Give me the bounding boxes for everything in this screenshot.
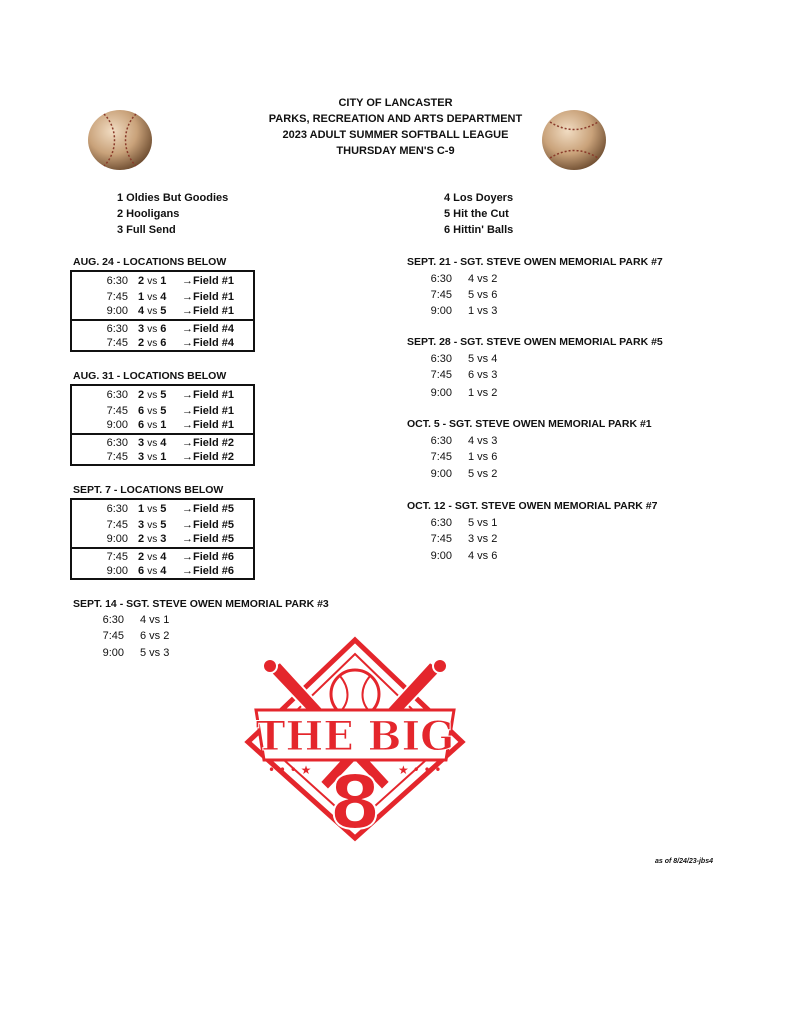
header-league: 2023 ADULT SUMMER SOFTBALL LEAGUE (282, 129, 509, 141)
game-row: 7:45 6 vs 3 (430, 369, 498, 381)
game-row: 7:45 3 vs 1 →Field #2 (106, 451, 234, 463)
team-2: 2 Hooligans (117, 208, 180, 220)
game-row: 7:45 3 vs 5 →Field #5 (106, 519, 234, 531)
team-6: 6 Hittin' Balls (444, 224, 514, 236)
game-row: 7:45 2 vs 4 →Field #6 (106, 551, 234, 563)
schedule-list-sept21 (400, 272, 600, 322)
game-row: 7:45 6 vs 5 →Field #1 (106, 405, 234, 417)
section-title-aug24: AUG. 24 - LOCATIONS BELOW (73, 256, 227, 268)
svg-text:★ • • •: ★ • • • (398, 763, 442, 777)
game-row: 7:45 3 vs 2 (430, 533, 498, 545)
softball-right-icon (540, 108, 608, 172)
game-row: 7:45 6 vs 2 (102, 630, 170, 642)
section-title-sept21: SEPT. 21 - SGT. STEVE OWEN MEMORIAL PARK #7 (407, 256, 663, 268)
section-title-oct5: OCT. 5 - SGT. STEVE OWEN MEMORIAL PARK #1 (407, 418, 652, 430)
logo-text-8: 8 (329, 760, 381, 842)
svg-text:• • • ★: • • • ★ (268, 763, 312, 777)
game-row: 6:30 4 vs 2 (430, 273, 498, 285)
softball-left-icon (86, 108, 154, 172)
game-row: 7:45 1 vs 4 →Field #1 (106, 291, 234, 303)
the-big-8-logo (240, 632, 470, 842)
revision-note: as of 8/24/23-jbs4 (655, 858, 713, 865)
section-title-sept7: SEPT. 7 - LOCATIONS BELOW (73, 484, 224, 496)
game-row: 6:30 2 vs 1 →Field #1 (106, 275, 234, 287)
section-title-sept28: SEPT. 28 - SGT. STEVE OWEN MEMORIAL PARK #5 (407, 336, 663, 348)
header-city: CITY OF LANCASTER (338, 97, 453, 109)
team-4: 4 Los Doyers (444, 192, 514, 204)
section-title-sept14: SEPT. 14 - SGT. STEVE OWEN MEMORIAL PARK #3 (73, 598, 329, 610)
game-row: 7:45 5 vs 6 (430, 289, 498, 301)
schedule-box-aug24 (70, 270, 255, 352)
divider (72, 547, 253, 549)
game-row: 9:00 2 vs 3 →Field #5 (106, 533, 234, 545)
team-1: 1 Oldies But Goodies (117, 192, 229, 204)
section-title-oct12: OCT. 12 - SGT. STEVE OWEN MEMORIAL PARK #7 (407, 500, 658, 512)
game-row: 9:00 1 vs 3 (430, 305, 498, 317)
game-row: 6:30 3 vs 6 →Field #4 (106, 323, 234, 335)
schedule-box-aug31 (70, 384, 255, 466)
header-department: PARKS, RECREATION AND ARTS DEPARTMENT (268, 113, 523, 125)
header-division: THURSDAY MEN'S C-9 (336, 145, 455, 157)
game-row: 6:30 5 vs 1 (430, 517, 498, 529)
game-row: 9:00 5 vs 2 (430, 468, 498, 480)
game-row: 9:00 4 vs 6 (430, 550, 498, 562)
schedule-list-oct5 (400, 434, 600, 484)
teams-list-left (117, 190, 228, 238)
game-row: 6:30 4 vs 3 (430, 435, 498, 447)
teams-list-right (444, 190, 513, 238)
game-row: 6:30 1 vs 5 →Field #5 (106, 503, 234, 515)
divider (72, 433, 253, 435)
schedule-box-sept7 (70, 498, 255, 580)
schedule-list-oct12 (400, 516, 600, 566)
team-3: 3 Full Send (117, 224, 176, 236)
game-row: 9:00 1 vs 2 (430, 387, 498, 399)
section-title-aug31: AUG. 31 - LOCATIONS BELOW (73, 370, 227, 382)
game-row: 9:00 6 vs 1 →Field #1 (106, 419, 234, 431)
team-5: 5 Hit the Cut (444, 208, 509, 220)
divider (72, 319, 253, 321)
game-row: 6:30 4 vs 1 (102, 614, 170, 626)
game-row: 9:00 6 vs 4 →Field #6 (106, 565, 234, 577)
game-row: 9:00 4 vs 5 →Field #1 (106, 305, 234, 317)
logo-text-the-big: THE BIG (255, 713, 455, 760)
game-row: 7:45 1 vs 6 (430, 451, 498, 463)
game-row: 6:30 2 vs 5 →Field #1 (106, 389, 234, 401)
game-row: 6:30 5 vs 4 (430, 353, 498, 365)
game-row: 6:30 3 vs 4 →Field #2 (106, 437, 234, 449)
game-row: 7:45 2 vs 6 →Field #4 (106, 337, 234, 349)
schedule-list-sept28 (400, 352, 600, 402)
game-row: 9:00 5 vs 3 (102, 647, 170, 659)
